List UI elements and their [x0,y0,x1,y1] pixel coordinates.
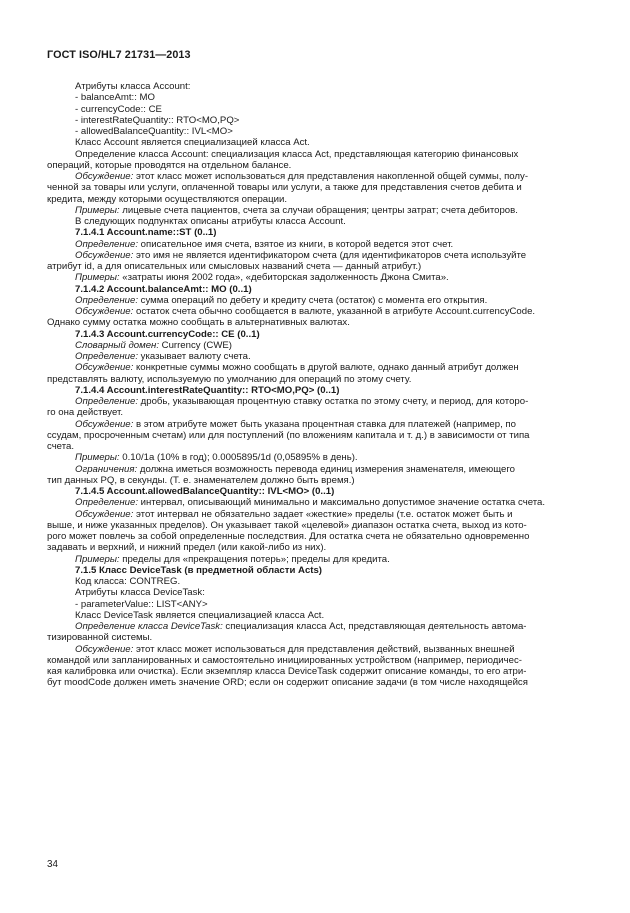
text-line [62,419,582,430]
term-label: Примеры: [75,272,120,284]
term-label: Обсуждение: [75,171,134,182]
text-line [47,677,582,688]
text-line [47,261,582,272]
heading-text: 7.1.4.1 Account.name::ST (0..1) [75,227,217,239]
document-body [47,81,582,689]
section-heading [62,565,582,576]
term-label: Определение: [75,351,138,362]
heading-text: 7.1.4.3 Account.currencyCode:: CE (0..1) [75,328,260,340]
text-line [47,194,582,205]
heading-text: 7.1.5 Класс DeviceTask (в предметной области Acts) [75,564,323,576]
term-label: Обсуждение: [75,508,134,520]
line-text: рого может повлечь за собой определенные последствия. Для остатка счета не обязательно одновременно [47,531,530,542]
text-line [62,509,582,520]
text-line [62,81,582,92]
term-label: Обсуждение: [75,643,134,655]
line-text: этот интервал не обязательно задает «жесткие» пределы (т.е. остаток может быть и [133,508,513,520]
term-label: Обсуждение: [75,249,134,261]
line-text: «затраты июня 2002 года», «дебиторская задолженность Джона Смита». [119,272,449,284]
text-line [47,632,582,643]
section-heading [62,284,582,295]
text-line [62,205,582,216]
line-text: в этом атрибуте может быть указана процентная ставка для платежей (например, по [133,418,516,430]
term-label: Ограничения: [75,463,138,475]
line-text: Определение класса Account: специализация класса Act, представляющая категорию финансовых [75,148,519,160]
line-text: Currency (CWE) [158,339,233,351]
line-text: это имя не является идентификатором счета (для идентификаторов счета используйте [133,249,527,261]
line-text: ссудам, просроченным счетам) или для поступлений (по вложениям капитала и т. д.) в зависимости от типа [47,429,530,441]
line-text: - allowedBalanceQuantity:: IVL<MO> [75,126,233,137]
term-label: Определение: [75,294,138,306]
line-text: ченной за товары или услуги, оплаченной товары или услуги, а также для представления счетов дебита и [47,182,522,194]
section-heading [62,385,582,396]
line-text: этот класс может использоваться для представления накопленной общей суммы, полу- [133,171,529,182]
text-line [47,441,582,452]
heading-text: 7.1.4.4 Account.interestRateQuantity:: RTO<MO,PQ> (0..1) [75,384,340,396]
text-line [47,542,582,553]
text-line [47,160,582,171]
text-line [62,115,582,126]
term-label: Примеры: [75,553,120,565]
line-text: тизированной системы. [47,632,153,644]
line-text: кредита, между которыми осуществляются операции. [47,193,288,205]
line-text: конкретные суммы можно сообщать в другой валюте, однако данный атрибут должен [133,362,519,374]
line-text: этот класс может использоваться для представления действий, вызванных внешней [133,643,515,655]
line-text: выше, и ниже указанных пределов). Он указывает такой «целевой» диапазон остатка счета, выход из кото- [47,519,527,531]
line-text: кая калибровка или очистка). Если экземпляр класса DeviceTask содержит описание команды, то его атри- [47,666,527,677]
line-text: счета. [47,441,74,452]
text-line [47,475,582,486]
text-line [62,216,582,227]
line-text: Класс Account является специализацией класса Act. [75,137,310,149]
heading-text: 7.1.4.2 Account.balanceAmt:: MO (0..1) [75,283,252,295]
line-text: Атрибуты класса DeviceTask: [75,587,205,599]
line-text: сумма операций по дебету и кредиту счета (остаток) с момента его открытия. [138,294,488,306]
text-line [62,250,582,261]
term-label: Определение класса DeviceTask: [75,621,223,632]
text-line [62,599,582,610]
term-label: Обсуждение: [75,362,134,374]
term-label: Определение: [75,396,138,407]
text-line [62,295,582,306]
text-line [62,351,582,362]
text-line [47,666,582,677]
line-text: - interestRateQuantity:: RTO<MO,PQ> [75,114,240,126]
line-text: остаток счета обычно сообщается в валюте, указанной в атрибуте Account.currencyCode. [133,306,536,317]
line-text: командой или запланированных и самостоятельно инициированных устройством (например, периодичес- [47,654,522,666]
section-heading [62,329,582,340]
text-line [47,430,582,441]
line-text: В следующих подпунктах описаны атрибуты класса Account. [75,216,346,227]
text-line [62,306,582,317]
line-text: интервал, описывающий минимально и максимально допустимое значение остатка счета. [138,497,546,509]
line-text: должна иметься возможность перевода единиц измерения знаменателя, имеющего [137,463,515,475]
text-line [62,104,582,115]
line-text: Код класса: CONTREG. [75,576,181,587]
text-line [62,610,582,621]
text-line [47,182,582,193]
text-line [62,92,582,103]
term-label: Определение: [75,497,138,509]
line-text: атрибут id, а для описательных или смысловых названий счета — данный атрибут.) [47,261,422,272]
text-line [47,374,582,385]
text-line [62,171,582,182]
text-line [62,464,582,475]
section-heading [62,486,582,497]
text-line [47,531,582,542]
line-text: Атрибуты класса Account: [75,81,191,92]
line-text: задавать и верхний, и нижний предел (или какой-либо из них). [47,542,327,554]
text-line [62,272,582,283]
line-text: операций, которые проводятся на отдельном балансе. [47,159,292,171]
text-line [47,520,582,531]
line-text: пределы для «прекращения потерь»; пределы для кредита. [119,553,390,565]
running-header: ГОСТ ISO/HL7 21731—2013 [47,49,191,61]
text-line [62,497,582,508]
line-text: представлять валюту, используемую по умолчанию для операций по этому счету. [47,373,412,385]
term-label: Примеры: [75,204,120,216]
text-line [62,239,582,250]
line-text: Класс DeviceTask является специализацией класса Act. [75,609,325,621]
text-line [62,576,582,587]
line-text: Однако сумму остатка можно сообщать в альтернативных валютах. [47,317,350,329]
line-text: специализация класса Act, представляющая деятельность автома- [222,621,527,632]
line-text: го она действует. [47,407,123,419]
text-line [47,317,582,328]
text-line [62,149,582,160]
text-line [62,587,582,598]
term-label: Обсуждение: [75,306,134,317]
text-line [62,452,582,463]
heading-text: 7.1.4.5 Account.allowedBalanceQuantity:: IVL<MO> (0..1) [75,486,335,497]
section-heading [62,227,582,238]
term-label: Обсуждение: [75,418,134,430]
text-line [62,362,582,373]
line-text: лицевые счета пациентов, счета за случаи обращения; центры затрат; счета дебиторов. [119,204,518,216]
text-line [62,554,582,565]
page-number: 34 [47,859,58,870]
text-line [62,137,582,148]
line-text: - currencyCode:: CE [75,103,162,115]
line-text: - parameterValue:: LIST<ANY> [75,598,208,610]
term-label: Примеры: [75,452,120,464]
line-text: - balanceAmt:: MO [75,92,155,104]
line-text: 0.10/1a (10% в год); 0.0005895/1d (0,05895% в день). [119,452,358,464]
line-text: дробь, указывающая процентную ставку остатка по этому счету, и период, для которо- [138,396,529,407]
term-label: Определение: [75,238,138,250]
line-text: указывает валюту счета. [138,351,251,362]
text-line [62,396,582,407]
text-line [47,655,582,666]
line-text: описательное имя счета, взятое из книги, в которой ведется этот счет. [138,238,454,250]
term-label: Словарный домен: [75,339,159,351]
text-line [62,126,582,137]
text-line [62,644,582,655]
text-line [62,340,582,351]
text-line [47,407,582,418]
text-line [62,621,582,632]
line-text: бут moodCode должен иметь значение ORD; если он содержит описание задачи (в том числе находящейся [47,677,528,689]
line-text: тип данных PQ, в секунды. (Т. е. знаменателем должно быть время.) [47,474,355,486]
